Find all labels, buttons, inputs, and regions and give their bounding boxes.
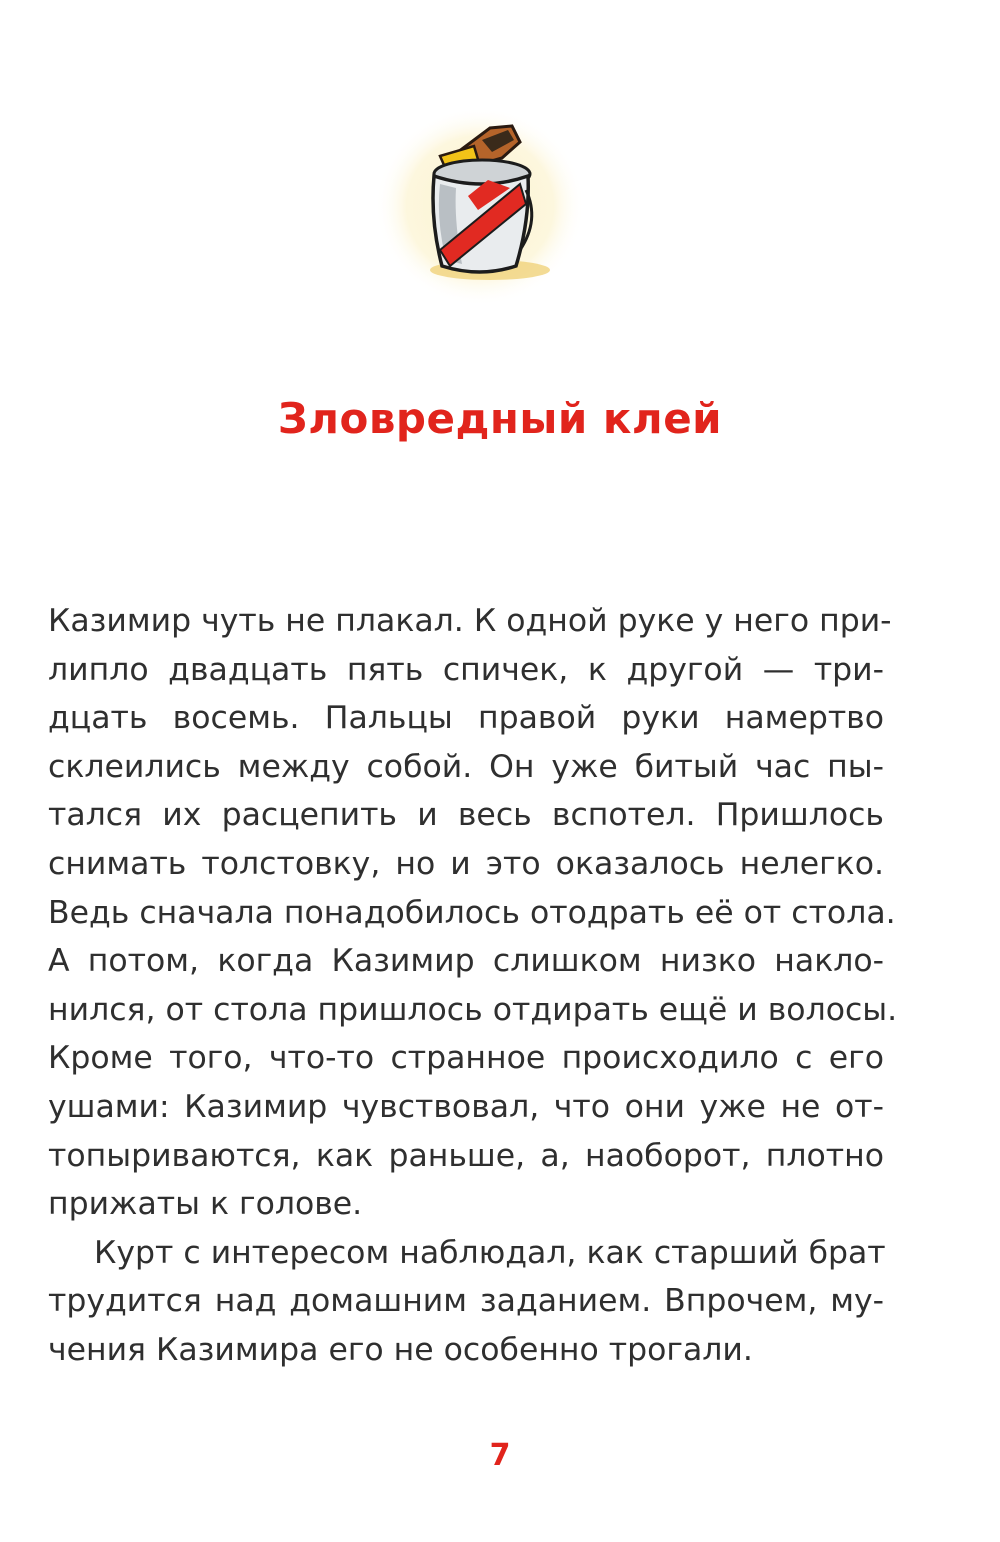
text-line: Казимир чуть не плакал. К одной руке у него при- [48, 603, 892, 639]
text-line: Курт с интересом наблюдал, как старший брат [94, 1234, 886, 1271]
text-line: склеились между собой. Он уже битый час пы- [48, 748, 884, 785]
glue-pot-icon [370, 100, 590, 315]
text-line: чения Казимира его не особенно трогали. [48, 1331, 753, 1368]
chapter-title: Зловредный клей [277, 394, 723, 443]
text-line: ушами: Казимир чувствовал, что они уже не от- [48, 1088, 884, 1125]
story-text [48, 597, 898, 1375]
text-line: липло двадцать пять спичек, к другой — три- [48, 651, 884, 688]
paragraph [48, 1229, 884, 1375]
paragraph [48, 597, 898, 1229]
text-line: трудится над домашним заданием. Впрочем, му- [48, 1283, 884, 1320]
text-line: топыриваются, как раньше, а, наоборот, плотно [48, 1137, 884, 1174]
page-number: 7 [489, 1438, 511, 1473]
text-line: Кроме того, что-то странное происходило с его [48, 1040, 884, 1077]
text-line: А потом, когда Казимир слишком низко накло- [48, 943, 884, 980]
text-line: нился, от стола пришлось отдирать ещё и волосы. [48, 991, 898, 1028]
text-line: Ведь сначала понадобилось отодрать её от стола. [48, 894, 896, 931]
glue-pot-illustration [370, 100, 590, 315]
text-line: прижаты к голове. [48, 1186, 363, 1223]
text-line: снимать толстовку, но и это оказалось нелегко. [48, 845, 884, 882]
text-line: тался их расцепить и весь вспотел. Пришлось [48, 797, 884, 834]
text-line: дцать восемь. Пальцы правой руки намертво [48, 700, 884, 737]
